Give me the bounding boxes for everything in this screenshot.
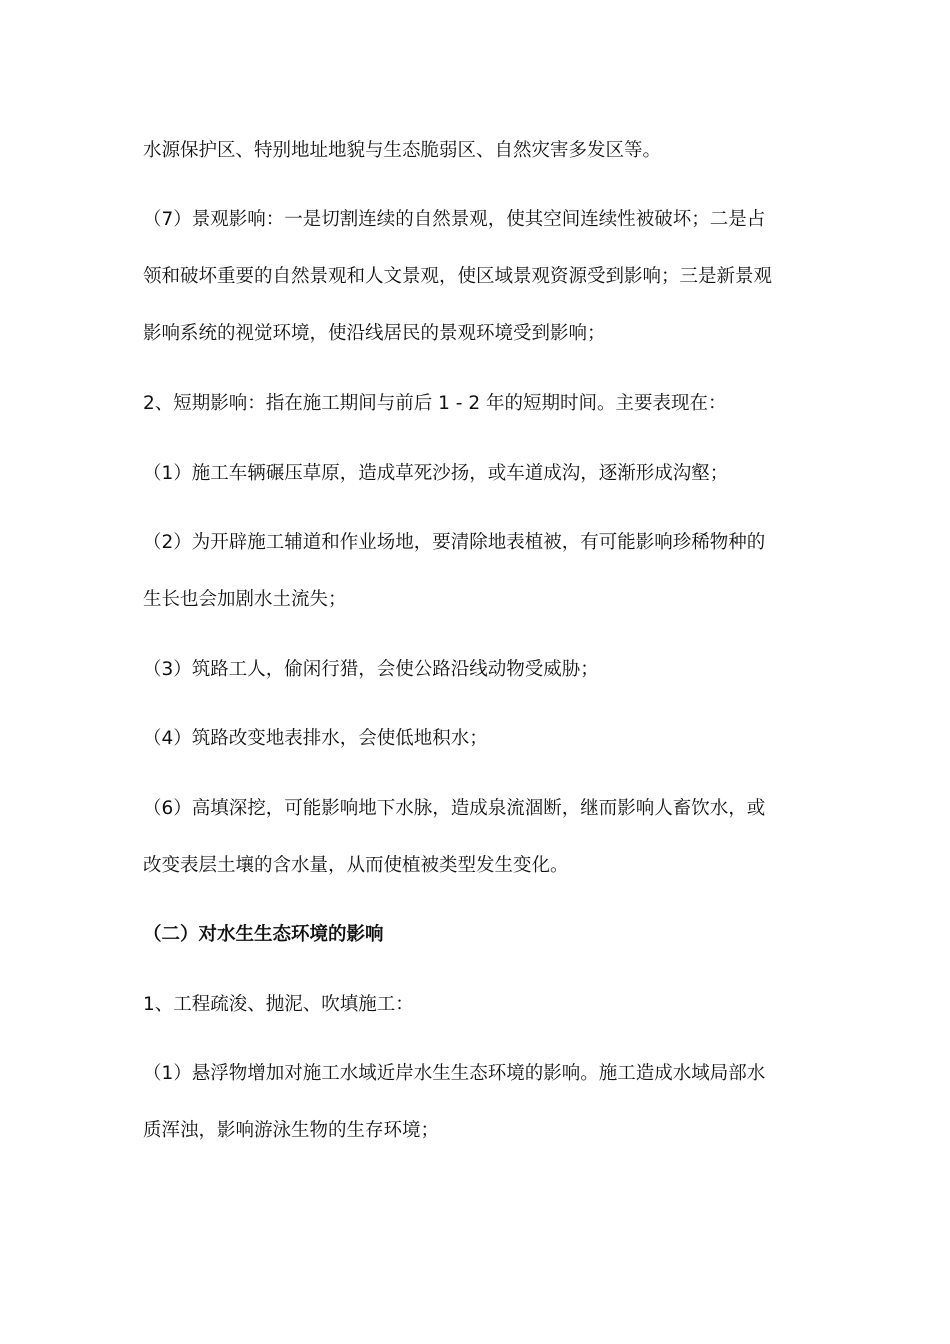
text-line-3: 领和破坏重要的自然景观和人文景观，使区域景观资源受到影响；三是新景观 xyxy=(143,266,773,287)
text-line-7: （2）为开辟施工辅道和作业场地，要清除地表植被，有可能影响珍稀物种的 xyxy=(143,532,766,553)
text-line-1: 水源保护区、特别地址地貌与生态脆弱区、自然灾害多发区等。 xyxy=(143,140,662,161)
text-line-6: （1）施工车辆碾压草原，造成草死沙扬，或车道成沟，逐渐形成沟壑； xyxy=(143,463,729,484)
text-line-8: 生长也会加剧水土流失； xyxy=(143,589,347,610)
text-line-14: 1、工程疏浚、抛泥、吹填施工： xyxy=(143,994,414,1015)
text-line-9: （3）筑路工人，偷闲行猎，会使公路沿线动物受威胁； xyxy=(143,659,599,680)
text-line-16: 质浑浊，影响游泳生物的生存环境； xyxy=(143,1120,440,1141)
text-line-5: 2、短期影响：指在施工期间与前后 1 - 2 年的短期时间。主要表现在： xyxy=(143,393,727,414)
text-line-2: （7）景观影响：一是切割连续的自然景观，使其空间连续性被破坏；二是占 xyxy=(143,209,766,230)
text-line-4: 影响系统的视觉环境，使沿线居民的景观环境受到影响； xyxy=(143,323,606,344)
section-heading: （二）对水生生态环境的影响 xyxy=(143,924,384,945)
text-line-11: （6）高填深挖，可能影响地下水脉，造成泉流涸断，继而影响人畜饮水，或 xyxy=(143,798,766,819)
text-line-10: （4）筑路改变地表排水，会使低地积水； xyxy=(143,728,488,749)
text-line-12: 改变表层土壤的含水量，从而使植被类型发生变化。 xyxy=(143,855,569,876)
text-line-15: （1）悬浮物增加对施工水域近岸水生生态环境的影响。施工造成水域局部水 xyxy=(143,1063,766,1084)
